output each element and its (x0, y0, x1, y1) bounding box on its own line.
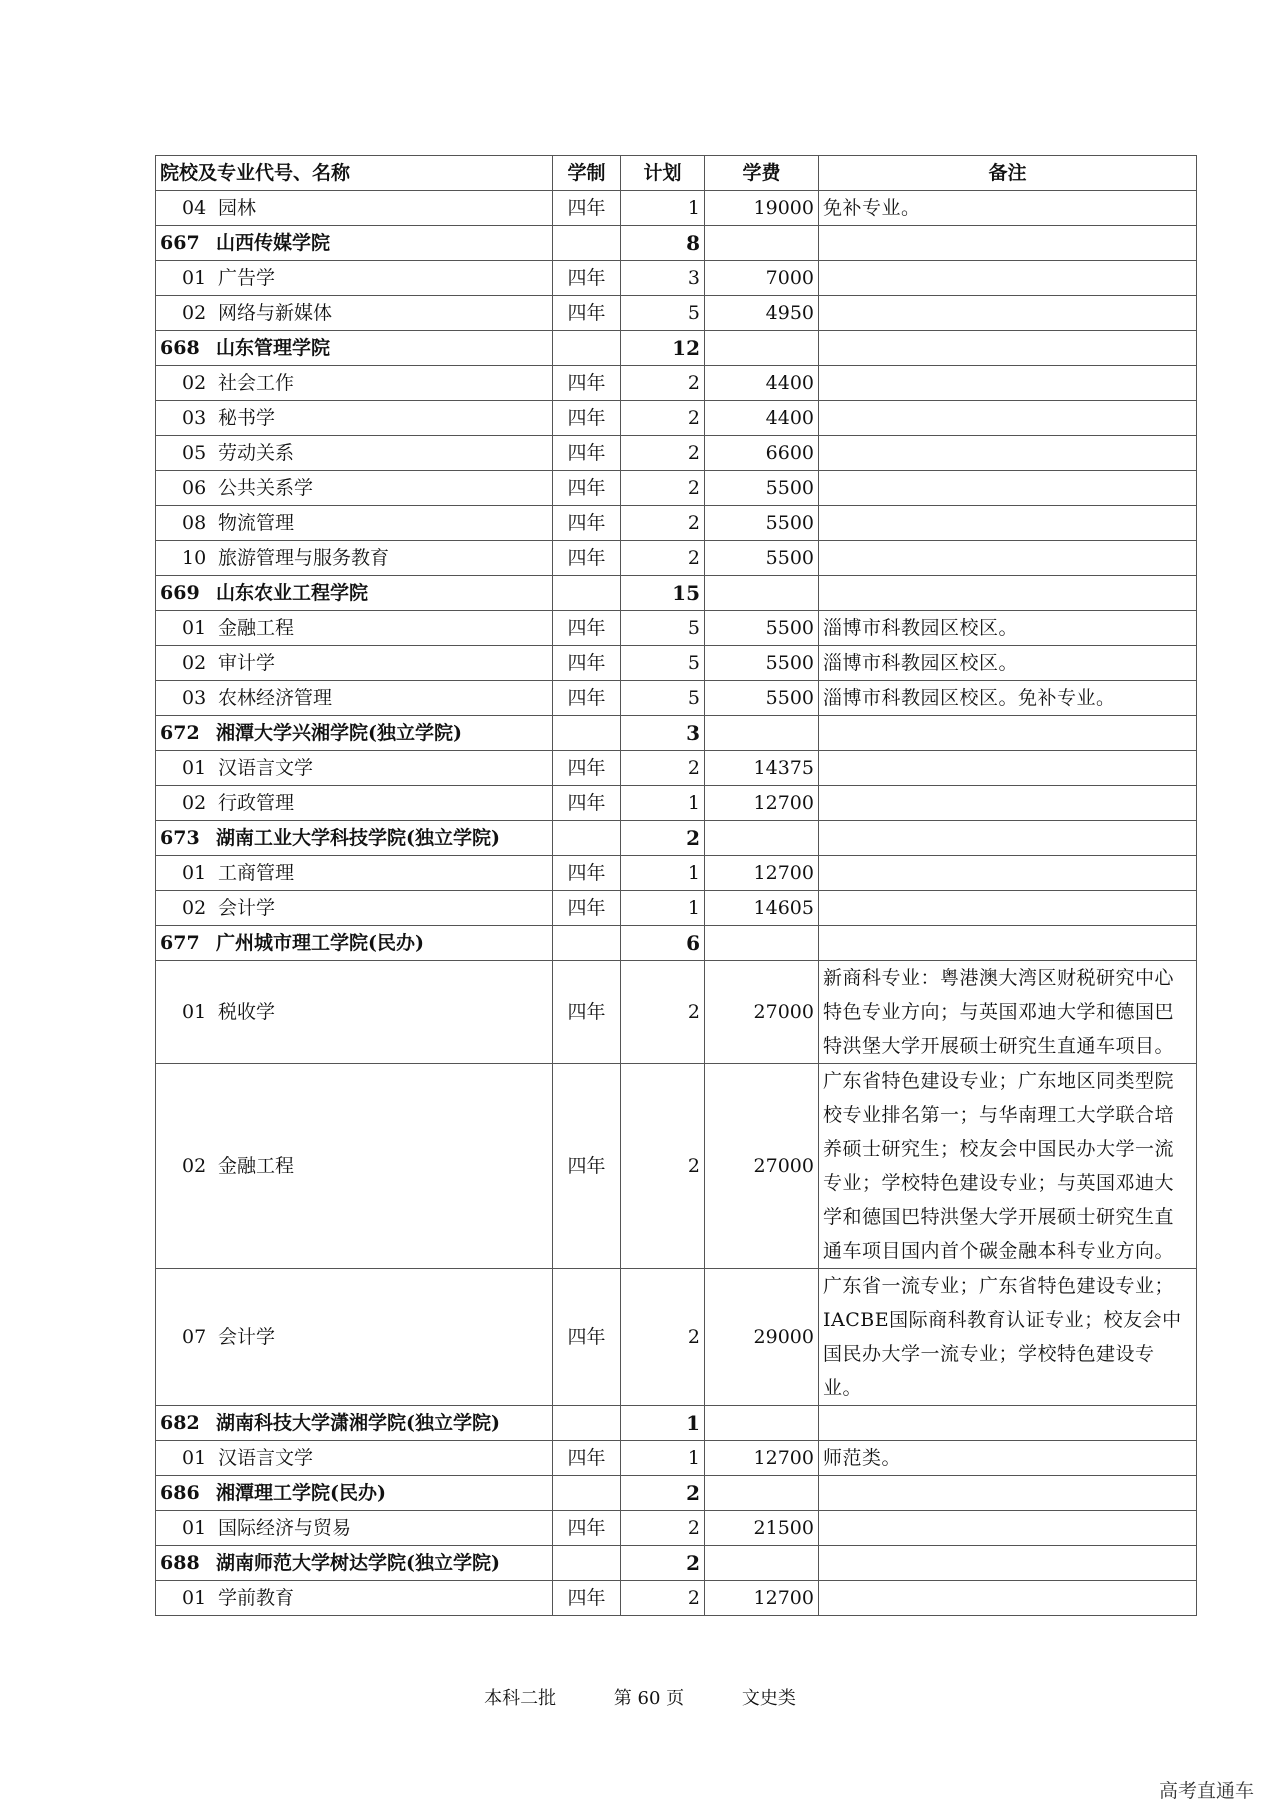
major-code: 05 (182, 442, 207, 464)
years-cell (553, 1546, 621, 1581)
plan-cell: 1 (621, 1441, 705, 1476)
plan-cell: 2 (621, 401, 705, 436)
institution-name: 山东农业工程学院 (216, 582, 369, 604)
major-name: 物流管理 (218, 512, 295, 534)
plan-cell: 2 (621, 366, 705, 401)
major-row (156, 1581, 1197, 1616)
note-cell: 免补专业。 (819, 191, 1197, 226)
fee-cell: 29000 (705, 1269, 819, 1406)
major-row (156, 506, 1197, 541)
plan-cell: 2 (621, 1546, 705, 1581)
years-cell (553, 1406, 621, 1441)
name-cell (156, 786, 553, 821)
note-cell: 广东省一流专业；广东省特色建设专业；IACBE国际商科教育认证专业；校友会中国民办大学一流专业；学校特色建设专业。 (819, 1269, 1197, 1406)
plan-cell: 3 (621, 261, 705, 296)
note-cell (819, 1511, 1197, 1546)
fee-cell: 14375 (705, 751, 819, 786)
name-cell (156, 646, 553, 681)
fee-cell: 14605 (705, 891, 819, 926)
institution-row (156, 926, 1197, 961)
major-code: 02 (182, 897, 207, 919)
plan-cell: 8 (621, 226, 705, 261)
institution-row (156, 1476, 1197, 1511)
note-cell (819, 331, 1197, 366)
note-cell (819, 856, 1197, 891)
name-cell (156, 261, 553, 296)
note-cell (819, 1406, 1197, 1441)
major-row (156, 471, 1197, 506)
note-cell: 新商科专业：粤港澳大湾区财税研究中心特色专业方向；与英国邓迪大学和德国巴特洪堡大学开展硕士研究生直通车项目。 (819, 961, 1197, 1064)
major-name: 农林经济管理 (218, 687, 333, 709)
fee-cell (705, 716, 819, 751)
note-cell: 淄博市科教园区校区。免补专业。 (819, 681, 1197, 716)
major-code: 01 (182, 1587, 207, 1609)
name-cell (156, 576, 553, 611)
fee-cell: 4400 (705, 401, 819, 436)
plan-cell: 5 (621, 611, 705, 646)
plan-cell: 2 (621, 1064, 705, 1269)
institution-row (156, 331, 1197, 366)
major-code: 06 (182, 477, 207, 499)
institution-code: 682 (160, 1412, 200, 1434)
major-name: 园林 (218, 197, 257, 219)
name-cell (156, 1476, 553, 1511)
institution-name: 广州城市理工学院(民办) (216, 932, 424, 954)
fee-cell: 5500 (705, 471, 819, 506)
major-row (156, 646, 1197, 681)
major-row (156, 191, 1197, 226)
major-name: 学前教育 (218, 1587, 295, 1609)
major-code: 01 (182, 1517, 207, 1539)
years-cell: 四年 (553, 436, 621, 471)
plan-cell: 2 (621, 961, 705, 1064)
major-name: 行政管理 (218, 792, 295, 814)
note-cell (819, 891, 1197, 926)
name-cell (156, 541, 553, 576)
years-cell: 四年 (553, 1441, 621, 1476)
years-cell: 四年 (553, 751, 621, 786)
years-cell (553, 1476, 621, 1511)
major-name: 审计学 (218, 652, 276, 674)
admission-plan-table (155, 155, 1197, 1616)
note-cell (819, 436, 1197, 471)
note-cell (819, 751, 1197, 786)
fee-cell (705, 926, 819, 961)
fee-cell: 6600 (705, 436, 819, 471)
plan-cell: 5 (621, 646, 705, 681)
major-code: 01 (182, 757, 207, 779)
note-cell (819, 926, 1197, 961)
fee-cell: 5500 (705, 646, 819, 681)
plan-cell: 1 (621, 786, 705, 821)
fee-cell: 19000 (705, 191, 819, 226)
note-cell (819, 1546, 1197, 1581)
major-name: 工商管理 (218, 862, 295, 884)
institution-name: 湖南工业大学科技学院(独立学院) (216, 827, 500, 849)
institution-code: 669 (160, 582, 200, 604)
note-cell (819, 401, 1197, 436)
note-cell (819, 1581, 1197, 1616)
major-code: 01 (182, 1001, 207, 1023)
name-cell (156, 331, 553, 366)
years-cell: 四年 (553, 611, 621, 646)
note-cell (819, 576, 1197, 611)
major-name: 汉语言文学 (218, 1447, 314, 1469)
institution-row (156, 1406, 1197, 1441)
name-cell (156, 226, 553, 261)
institution-name: 湘潭大学兴湘学院(独立学院) (216, 722, 462, 744)
fee-cell: 12700 (705, 1581, 819, 1616)
fee-cell: 27000 (705, 961, 819, 1064)
name-cell (156, 681, 553, 716)
header-years: 学制 (553, 156, 621, 191)
fee-cell: 12700 (705, 1441, 819, 1476)
major-row (156, 296, 1197, 331)
plan-cell: 2 (621, 1476, 705, 1511)
plan-cell: 5 (621, 681, 705, 716)
name-cell (156, 926, 553, 961)
major-row (156, 891, 1197, 926)
years-cell: 四年 (553, 471, 621, 506)
major-code: 03 (182, 687, 207, 709)
major-code: 04 (182, 197, 207, 219)
plan-cell: 2 (621, 541, 705, 576)
major-name: 金融工程 (218, 1155, 295, 1177)
institution-row (156, 716, 1197, 751)
institution-row (156, 226, 1197, 261)
table-header-row (156, 156, 1197, 191)
fee-cell: 12700 (705, 786, 819, 821)
major-name: 广告学 (218, 267, 276, 289)
fee-cell (705, 1546, 819, 1581)
major-name: 劳动关系 (218, 442, 295, 464)
note-cell (819, 716, 1197, 751)
plan-cell: 12 (621, 331, 705, 366)
major-name: 税收学 (218, 1001, 276, 1023)
major-name: 网络与新媒体 (218, 302, 333, 324)
plan-cell: 2 (621, 1581, 705, 1616)
institution-row (156, 576, 1197, 611)
fee-cell: 4400 (705, 366, 819, 401)
plan-cell: 2 (621, 506, 705, 541)
major-code: 03 (182, 407, 207, 429)
footer-category: 文史类 (741, 1688, 796, 1709)
note-cell: 广东省特色建设专业；广东地区同类型院校专业排名第一；与华南理工大学联合培养硕士研究生；校友会中国民办大学一流专业；学校特色建设专业；与英国邓迪大学和德国巴特洪堡大学开展硕士研究生直通车项目国内首个碳金融本科专业方向。 (819, 1064, 1197, 1269)
plan-cell: 2 (621, 1269, 705, 1406)
years-cell (553, 226, 621, 261)
fee-cell: 7000 (705, 261, 819, 296)
fee-cell: 12700 (705, 856, 819, 891)
major-name: 秘书学 (218, 407, 276, 429)
institution-code: 686 (160, 1482, 200, 1504)
institution-code: 688 (160, 1552, 200, 1574)
header-name: 院校及专业代号、名称 (156, 156, 553, 191)
major-row (156, 1269, 1197, 1406)
major-row (156, 401, 1197, 436)
years-cell: 四年 (553, 1581, 621, 1616)
name-cell (156, 1406, 553, 1441)
plan-cell: 2 (621, 436, 705, 471)
years-cell: 四年 (553, 1269, 621, 1406)
major-code: 02 (182, 302, 207, 324)
years-cell: 四年 (553, 891, 621, 926)
header-plan: 计划 (621, 156, 705, 191)
institution-code: 672 (160, 722, 200, 744)
note-cell (819, 226, 1197, 261)
major-row (156, 366, 1197, 401)
header-note: 备注 (819, 156, 1197, 191)
fee-cell (705, 331, 819, 366)
major-row (156, 751, 1197, 786)
major-name: 汉语言文学 (218, 757, 314, 779)
note-cell (819, 1476, 1197, 1511)
note-cell (819, 506, 1197, 541)
fee-cell: 27000 (705, 1064, 819, 1269)
name-cell (156, 1064, 553, 1269)
name-cell (156, 856, 553, 891)
years-cell: 四年 (553, 541, 621, 576)
fee-cell: 5500 (705, 611, 819, 646)
institution-name: 湘潭理工学院(民办) (216, 1482, 386, 1504)
fee-cell: 21500 (705, 1511, 819, 1546)
years-cell (553, 821, 621, 856)
major-name: 金融工程 (218, 617, 295, 639)
major-name: 社会工作 (218, 372, 295, 394)
institution-code: 673 (160, 827, 200, 849)
note-cell (819, 471, 1197, 506)
major-name: 国际经济与贸易 (218, 1517, 352, 1539)
name-cell (156, 471, 553, 506)
years-cell: 四年 (553, 366, 621, 401)
name-cell (156, 296, 553, 331)
fee-cell (705, 576, 819, 611)
note-cell (819, 786, 1197, 821)
plan-cell: 1 (621, 1406, 705, 1441)
major-code: 02 (182, 1155, 207, 1177)
major-row (156, 786, 1197, 821)
major-row (156, 1511, 1197, 1546)
years-cell: 四年 (553, 961, 621, 1064)
note-cell (819, 821, 1197, 856)
years-cell (553, 331, 621, 366)
name-cell (156, 1511, 553, 1546)
major-code: 01 (182, 1447, 207, 1469)
fee-cell: 4950 (705, 296, 819, 331)
footer-batch: 本科二批 (484, 1688, 557, 1709)
years-cell: 四年 (553, 1511, 621, 1546)
name-cell (156, 366, 553, 401)
name-cell (156, 716, 553, 751)
institution-code: 677 (160, 932, 200, 954)
name-cell (156, 891, 553, 926)
name-cell (156, 751, 553, 786)
years-cell (553, 716, 621, 751)
major-name: 会计学 (218, 1326, 276, 1348)
major-name: 旅游管理与服务教育 (218, 547, 390, 569)
plan-cell: 2 (621, 471, 705, 506)
note-cell (819, 261, 1197, 296)
page-footer (0, 1684, 1280, 1710)
major-code: 02 (182, 792, 207, 814)
major-row (156, 681, 1197, 716)
plan-cell: 6 (621, 926, 705, 961)
fee-cell (705, 821, 819, 856)
plan-cell: 2 (621, 821, 705, 856)
major-row (156, 611, 1197, 646)
note-cell (819, 366, 1197, 401)
major-code: 07 (182, 1326, 207, 1348)
fee-cell: 5500 (705, 541, 819, 576)
name-cell (156, 191, 553, 226)
watermark: 高考直通车 (1158, 1780, 1254, 1802)
major-row (156, 261, 1197, 296)
major-code: 01 (182, 862, 207, 884)
name-cell (156, 611, 553, 646)
major-row (156, 961, 1197, 1064)
years-cell: 四年 (553, 786, 621, 821)
name-cell (156, 1269, 553, 1406)
fee-cell (705, 1476, 819, 1511)
header-fee: 学费 (705, 156, 819, 191)
years-cell: 四年 (553, 646, 621, 681)
institution-name: 山西传媒学院 (216, 232, 331, 254)
plan-cell: 15 (621, 576, 705, 611)
years-cell: 四年 (553, 191, 621, 226)
major-code: 02 (182, 372, 207, 394)
fee-cell: 5500 (705, 506, 819, 541)
name-cell (156, 1546, 553, 1581)
plan-cell: 1 (621, 891, 705, 926)
plan-cell: 2 (621, 751, 705, 786)
note-cell (819, 296, 1197, 331)
institution-name: 湖南科技大学潇湘学院(独立学院) (216, 1412, 500, 1434)
name-cell (156, 1441, 553, 1476)
years-cell: 四年 (553, 296, 621, 331)
institution-code: 667 (160, 232, 200, 254)
institution-name: 湖南师范大学树达学院(独立学院) (216, 1552, 500, 1574)
plan-cell: 2 (621, 1511, 705, 1546)
fee-cell (705, 1406, 819, 1441)
major-code: 01 (182, 267, 207, 289)
name-cell (156, 401, 553, 436)
note-cell (819, 541, 1197, 576)
fee-cell: 5500 (705, 681, 819, 716)
major-row (156, 1064, 1197, 1269)
name-cell (156, 506, 553, 541)
footer-page-number: 第 60 页 (613, 1688, 685, 1709)
fee-cell (705, 226, 819, 261)
note-cell: 淄博市科教园区校区。 (819, 646, 1197, 681)
plan-cell: 5 (621, 296, 705, 331)
institution-name: 山东管理学院 (216, 337, 331, 359)
name-cell (156, 961, 553, 1064)
note-cell: 淄博市科教园区校区。 (819, 611, 1197, 646)
years-cell: 四年 (553, 856, 621, 891)
years-cell: 四年 (553, 506, 621, 541)
years-cell (553, 576, 621, 611)
major-row (156, 541, 1197, 576)
major-name: 会计学 (218, 897, 276, 919)
major-name: 公共关系学 (218, 477, 314, 499)
institution-row (156, 821, 1197, 856)
plan-cell: 1 (621, 191, 705, 226)
major-code: 01 (182, 617, 207, 639)
institution-row (156, 1546, 1197, 1581)
years-cell: 四年 (553, 1064, 621, 1269)
major-code: 08 (182, 512, 207, 534)
major-code: 02 (182, 652, 207, 674)
years-cell: 四年 (553, 401, 621, 436)
major-row (156, 1441, 1197, 1476)
plan-cell: 3 (621, 716, 705, 751)
name-cell (156, 821, 553, 856)
major-row (156, 436, 1197, 471)
years-cell: 四年 (553, 261, 621, 296)
years-cell: 四年 (553, 681, 621, 716)
major-code: 10 (182, 547, 207, 569)
major-row (156, 856, 1197, 891)
name-cell (156, 1581, 553, 1616)
years-cell (553, 926, 621, 961)
note-cell: 师范类。 (819, 1441, 1197, 1476)
institution-code: 668 (160, 337, 200, 359)
plan-cell: 1 (621, 856, 705, 891)
name-cell (156, 436, 553, 471)
